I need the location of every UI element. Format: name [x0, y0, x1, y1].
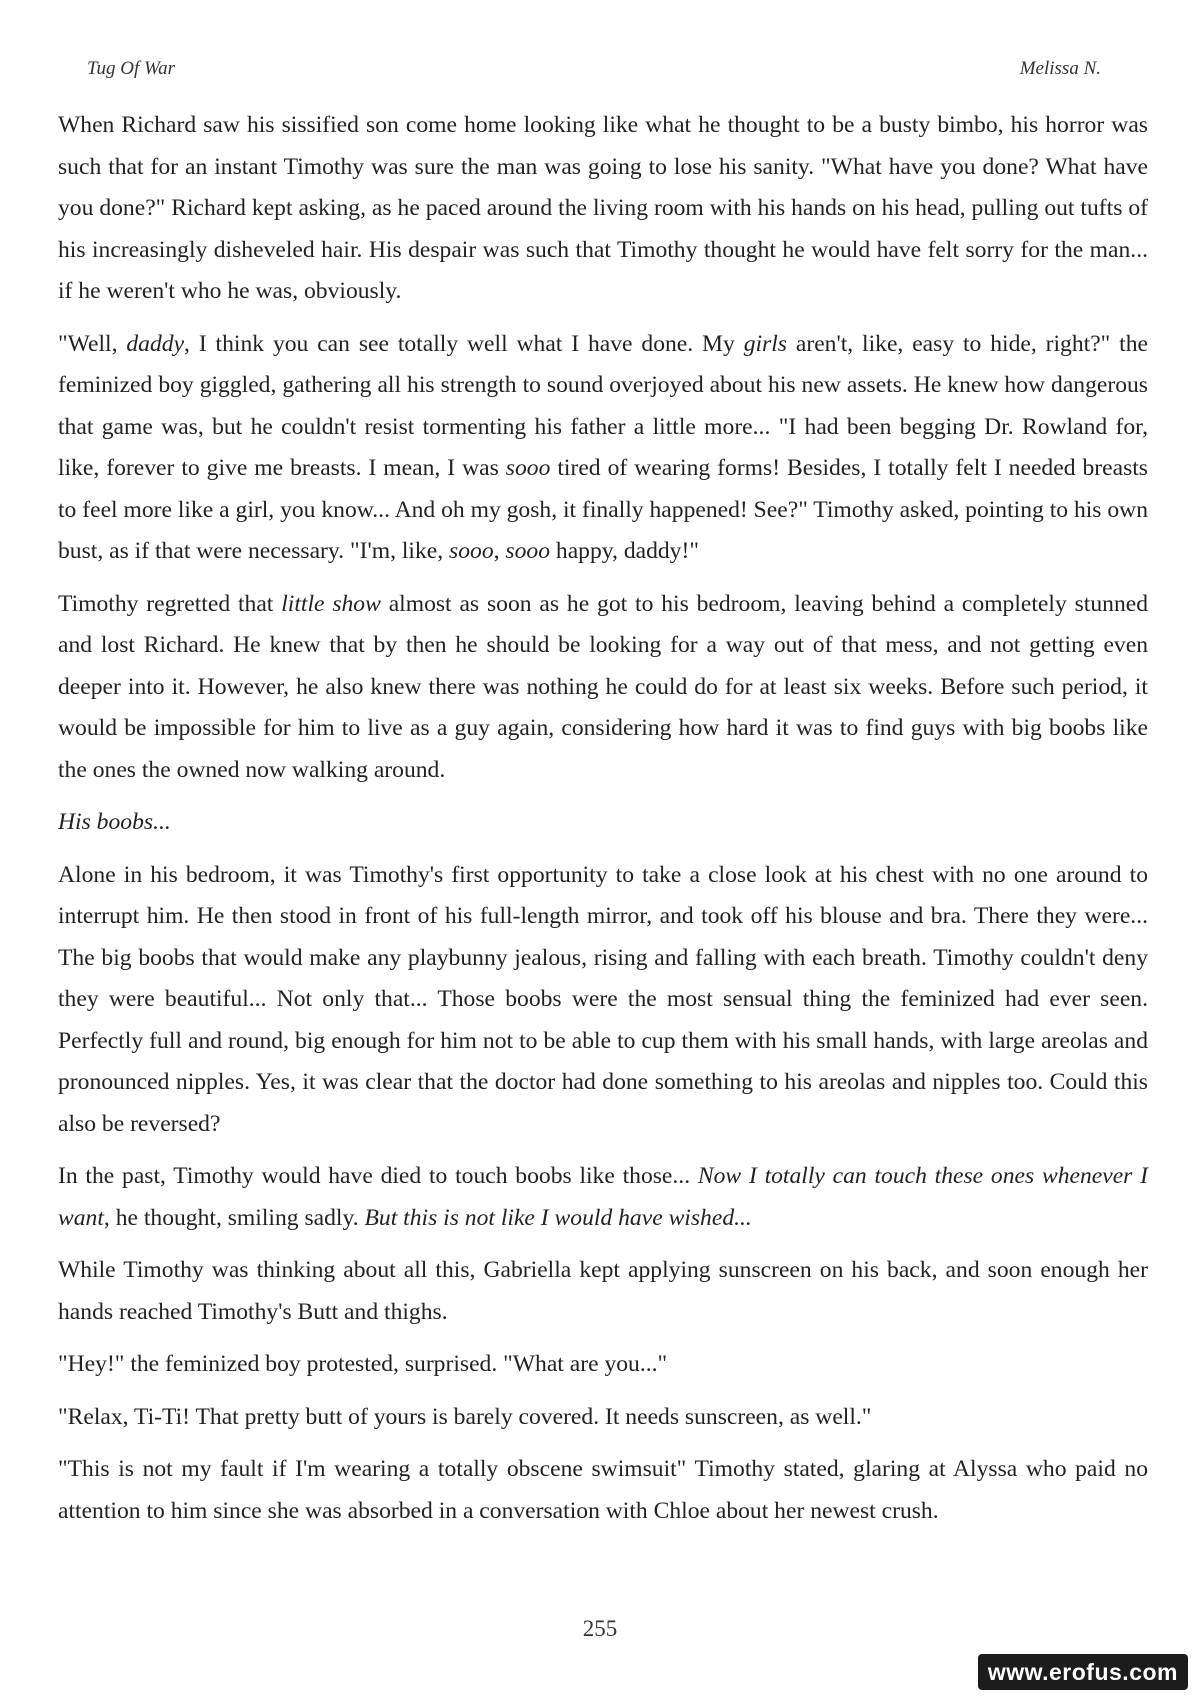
- text-run: When Richard saw his sissified son come home looking like what he thought to be a busty bimbo, his horror was such that for an instant Timothy was sure the man was going to lose his sanity. "What have you done? What have you done?" Richard kept asking, as he paced around the living room with his hands on his head, pulling out tufts of his increasingly disheveled hair. His despair was such that Timothy thought he would have felt sorry for the man... if he weren't who he was, obviously.: [58, 112, 1148, 304]
- text-run: "Well,: [58, 330, 127, 357]
- text-run: "Relax, Ti-Ti! That pretty butt of yours is barely covered. It needs sunscreen, as well.": [58, 1403, 872, 1430]
- paragraph: [58, 802, 1148, 844]
- italic-text: His boobs...: [58, 809, 171, 835]
- running-header: [87, 58, 1101, 94]
- text-run: Timothy regretted that: [58, 590, 282, 617]
- italic-text: sooo: [505, 455, 551, 481]
- text-run: Alone in his bedroom, it was Timothy's first opportunity to take a close look at his chest with no one around to interrupt him. He then stood in front of his full-length mirror, and took off his blouse and bra. There they were... The big boobs that would make any playbunny jealous, rising and falling with each breath. Timothy couldn't deny they were beautiful... Not only that... Those boobs were the most sensual thing the feminized had ever seen. Perfectly full and round, big enough for him not to be able to cup them with his small hands, with large areolas and pronounced nipples. Yes, it was clear that the doctor had done something to his areolas and nipples too. Could this also be reversed?: [58, 861, 1148, 1137]
- paragraph: [58, 1344, 1148, 1386]
- page-number: 255: [582, 1616, 618, 1641]
- italic-text: sooo: [449, 538, 494, 564]
- italic-text: But this is not like I would have wished...: [364, 1204, 752, 1231]
- text-run: ,: [493, 538, 506, 564]
- paragraph: [58, 1449, 1148, 1532]
- italic-text: sooo: [505, 538, 550, 564]
- body-text: [58, 105, 1148, 1543]
- paragraph: [58, 1250, 1148, 1333]
- text-run: , I think you can see totally well what I have done. My: [184, 330, 744, 357]
- paragraph: [58, 584, 1148, 792]
- text-run: , he thought, smiling sadly.: [103, 1204, 365, 1231]
- paragraph: [58, 105, 1148, 313]
- italic-text: little show: [281, 590, 381, 617]
- text-run: In the past, Timothy would have died to touch boobs like those...: [58, 1163, 698, 1189]
- text-run: happy, daddy!": [550, 538, 699, 564]
- paragraph: [58, 324, 1148, 573]
- paragraph: [58, 1156, 1148, 1239]
- italic-text: daddy: [126, 330, 185, 357]
- book-title: Tug Of War: [87, 58, 175, 79]
- text-run: While Timothy was thinking about all this, Gabriella kept applying sunscreen on his back, and soon enough her hands reached Timothy's Butt and thighs.: [58, 1257, 1148, 1325]
- italic-text: girls: [743, 330, 787, 357]
- text-run: "Hey!" the feminized boy protested, surprised. "What are you...": [58, 1351, 668, 1377]
- text-run: almost as soon as he got to his bedroom, leaving behind a completely stunned and lost Richard. He knew that by then he should be looking for a way out of that mess, and not getting even deeper into it. However, he also knew there was nothing he could do for at least six weeks. Before such period, it would be impossible for him to live as a guy again, considering how hard it was to find guys with big boobs like the ones the owned now walking around.: [58, 590, 1149, 783]
- watermark: www.erofus.com: [978, 1654, 1188, 1690]
- text-run: tired of wearing forms! Besides, I totally felt I needed breasts to feel more like a girl, you know... And oh my gosh, it finally happened! See?" Timothy asked, pointing to his own bust, as if that were necessary. "I'm, like,: [58, 455, 1149, 564]
- paragraph: [58, 1397, 1148, 1439]
- paragraph: [58, 855, 1148, 1146]
- italic-text: Now I totally can touch these ones whenever I want: [58, 1163, 1148, 1231]
- text-run: "This is not my fault if I'm wearing a totally obscene swimsuit" Timothy stated, glaring at Alyssa who paid no attention to him since she was absorbed in a conversation with Chloe about her newest crush.: [58, 1456, 1148, 1524]
- author-name: Melissa N.: [1019, 58, 1101, 79]
- text-run: aren't, like, easy to hide, right?" the feminized boy giggled, gathering all his strength to sound overjoyed about his new assets. He knew how dangerous that game was, but he couldn't resist tormenting his father a little more... "I had been begging Dr. Rowland for, like, forever to give me breasts. I mean, I was: [58, 330, 1148, 481]
